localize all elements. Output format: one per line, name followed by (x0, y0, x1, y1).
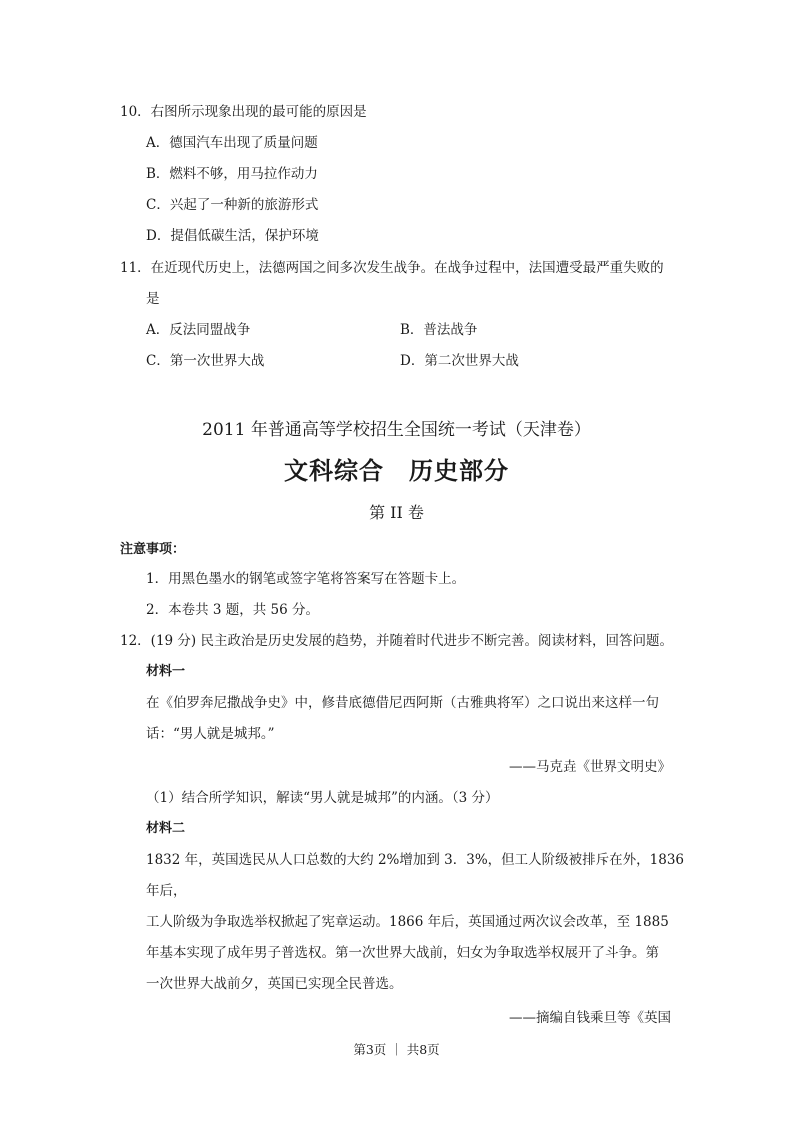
notice-item-2: 2．本卷共 3 题，共 56 分。 (146, 602, 320, 618)
material-2-line-5: 一次世界大战前夕，英国已实现全民普选。 (146, 976, 403, 992)
question-11-option-d: D．第二次世界大战 (400, 353, 519, 369)
material-2-line-1: 1832 年，英国选民从人口总数的大约 2%增加到 3．3%，但工人阶级被排斥在外，1836 (146, 852, 685, 868)
question-10-option-c: C．兴起了一种新的旅游形式 (146, 197, 319, 213)
material-1-line-1: 在《伯罗奔尼撒战争史》中，修昔底德借尼西阿斯（古雅典将军）之口说出来这样一句 (146, 695, 659, 711)
question-10-option-b: B．燃料不够，用马拉作动力 (146, 166, 318, 182)
material-2-source: ——摘编自钱乘旦等《英国 (509, 1010, 671, 1026)
question-10-option-d: D．提倡低碳生活，保护环境 (146, 228, 319, 244)
question-11-option-a: A．反法同盟战争 (146, 322, 251, 338)
material-2-line-2: 年后， (146, 883, 187, 899)
notice-item-1: 1．用黑色墨水的钢笔或签字笔将答案写在答题卡上。 (146, 571, 466, 587)
material-1-label: 材料一 (146, 664, 186, 679)
question-12-stem: 12．(19 分) 民主政治是历史发展的趋势，并随着时代进步不断完善。阅读材料，回答问题。 (120, 633, 673, 649)
question-11-option-b: B．普法战争 (400, 322, 478, 338)
question-11-option-c: C．第一次世界大战 (146, 353, 265, 369)
question-11-stem: 11．在近现代历史上，法德两国之间多次发生战争。在战争过程中，法国遭受最严重失败的 (120, 260, 664, 276)
material-1-line-2: 话：“男人就是城邦。” (146, 726, 275, 742)
question-11-stem-cont: 是 (146, 291, 160, 307)
exam-title: 2011 年普通高等学校招生全国统一考试（天津卷） (202, 420, 591, 440)
volume-title: 第 II 卷 (369, 503, 424, 522)
notice-label: 注意事项： (120, 542, 186, 557)
subject-title: 文科综合 历史部分 (284, 457, 509, 485)
material-2-line-3: 工人阶级为争取选举权掀起了宪章运动。1866 年后，英国通过两次议会改革，至 1885 (146, 914, 669, 930)
material-2-line-4: 年基本实现了成年男子普选权。第一次世界大战前，妇女为争取选举权展开了斗争。第 (146, 945, 659, 961)
material-1-source: ——马克垚《世界文明史》 (509, 759, 671, 775)
page-footer: 第3页 ｜ 共8页 (353, 1042, 440, 1057)
question-10-stem: 10．右图所示现象出现的最可能的原因是 (120, 104, 367, 120)
material-2-label: 材料二 (146, 821, 186, 836)
sub-question-1: （1）结合所学知识，解读“男人就是城邦”的内涵。（3 分） (146, 790, 499, 806)
question-10-option-a: A．德国汽车出现了质量问题 (146, 135, 318, 151)
